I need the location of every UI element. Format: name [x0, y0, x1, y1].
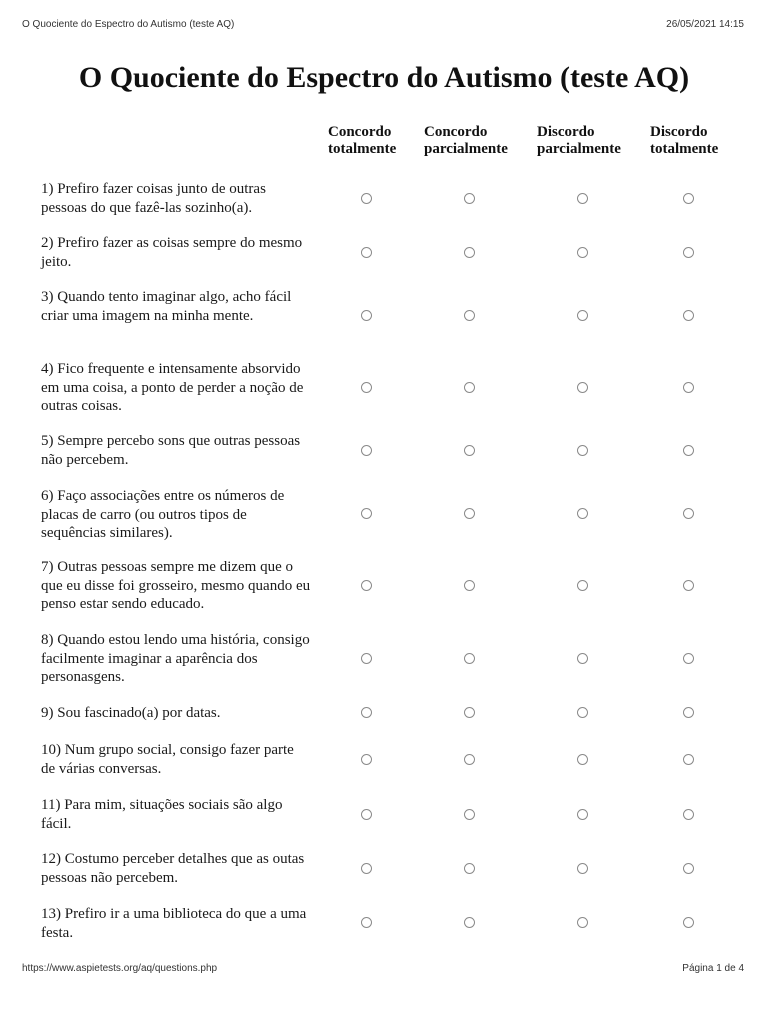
radio-concordo-parcialmente[interactable]	[464, 917, 475, 928]
print-footer-page: Página 1 de 4	[682, 962, 744, 974]
print-header-datetime: 26/05/2021 14:15	[666, 18, 744, 30]
question-text: 11) Para mim, situações sociais são algo fácil.	[41, 797, 283, 832]
radio-discordo-totalmente[interactable]	[683, 754, 694, 765]
radio-discordo-totalmente[interactable]	[683, 445, 694, 456]
question-text: 5) Sempre percebo sons que outras pessoas não percebem.	[41, 433, 301, 468]
question-text: 2) Prefiro fazer as coisas sempre do mesmo jeito.	[41, 235, 303, 270]
radio-concordo-parcialmente[interactable]	[464, 508, 475, 519]
radio-concordo-parcialmente[interactable]	[464, 653, 475, 664]
radio-discordo-parcialmente[interactable]	[577, 382, 588, 393]
radio-discordo-totalmente[interactable]	[683, 707, 694, 718]
radio-concordo-totalmente[interactable]	[361, 247, 372, 258]
radio-discordo-parcialmente[interactable]	[577, 310, 588, 321]
radio-concordo-totalmente[interactable]	[361, 310, 372, 321]
radio-discordo-totalmente[interactable]	[683, 653, 694, 664]
radio-concordo-parcialmente[interactable]	[464, 310, 475, 321]
option-header-discordo-totalmente: Discordo totalmente	[650, 124, 719, 157]
radio-discordo-totalmente[interactable]	[683, 193, 694, 204]
option-header-discordo-parcialmente: Discordo parcialmente	[537, 124, 621, 157]
radio-discordo-totalmente[interactable]	[683, 580, 694, 591]
radio-discordo-parcialmente[interactable]	[577, 809, 588, 820]
question-text: 7) Outras pessoas sempre me dizem que o que eu disse foi grosseiro, mesmo quando eu penso estar sendo educado.	[41, 559, 311, 612]
radio-concordo-totalmente[interactable]	[361, 445, 372, 456]
print-footer	[22, 960, 744, 976]
radio-discordo-parcialmente[interactable]	[577, 193, 588, 204]
radio-concordo-totalmente[interactable]	[361, 917, 372, 928]
radio-concordo-totalmente[interactable]	[361, 653, 372, 664]
radio-discordo-totalmente[interactable]	[683, 917, 694, 928]
radio-concordo-parcialmente[interactable]	[464, 247, 475, 258]
radio-discordo-parcialmente[interactable]	[577, 707, 588, 718]
radio-discordo-totalmente[interactable]	[683, 508, 694, 519]
radio-concordo-parcialmente[interactable]	[464, 445, 475, 456]
option-header-concordo-totalmente: Concordo totalmente	[328, 124, 397, 157]
print-header	[22, 16, 744, 32]
radio-concordo-totalmente[interactable]	[361, 508, 372, 519]
radio-concordo-parcialmente[interactable]	[464, 382, 475, 393]
radio-discordo-parcialmente[interactable]	[577, 754, 588, 765]
question-text: 13) Prefiro ir a uma biblioteca do que a uma festa.	[41, 906, 307, 941]
radio-concordo-parcialmente[interactable]	[464, 863, 475, 874]
radio-discordo-totalmente[interactable]	[683, 382, 694, 393]
radio-discordo-parcialmente[interactable]	[577, 653, 588, 664]
radio-discordo-parcialmente[interactable]	[577, 917, 588, 928]
question-text: 9) Sou fascinado(a) por datas.	[41, 705, 221, 721]
radio-concordo-totalmente[interactable]	[361, 809, 372, 820]
radio-concordo-parcialmente[interactable]	[464, 580, 475, 591]
radio-concordo-parcialmente[interactable]	[464, 754, 475, 765]
question-text: 6) Faço associações entre os números de placas de carro (ou outros tipos de sequências similares).	[41, 488, 285, 541]
radio-discordo-totalmente[interactable]	[683, 310, 694, 321]
radio-discordo-totalmente[interactable]	[683, 809, 694, 820]
radio-discordo-parcialmente[interactable]	[577, 445, 588, 456]
radio-discordo-parcialmente[interactable]	[577, 580, 588, 591]
radio-concordo-totalmente[interactable]	[361, 754, 372, 765]
print-footer-url: https://www.aspietests.org/aq/questions.php	[22, 962, 218, 974]
radio-discordo-totalmente[interactable]	[683, 863, 694, 874]
radio-discordo-totalmente[interactable]	[683, 247, 694, 258]
print-header-title: O Quociente do Espectro do Autismo (teste AQ)	[22, 18, 235, 30]
option-header-concordo-parcialmente: Concordo parcialmente	[424, 124, 508, 157]
radio-concordo-totalmente[interactable]	[361, 580, 372, 591]
radio-concordo-parcialmente[interactable]	[464, 809, 475, 820]
question-text: 10) Num grupo social, consigo fazer parte de várias conversas.	[41, 742, 294, 777]
options-header	[0, 124, 768, 164]
question-text: 1) Prefiro fazer coisas junto de outras pessoas do que fazê-las sozinho(a).	[41, 181, 266, 216]
radio-discordo-parcialmente[interactable]	[577, 863, 588, 874]
page-title: O Quociente do Espectro do Autismo (teste AQ)	[78, 61, 690, 94]
radio-concordo-totalmente[interactable]	[361, 382, 372, 393]
question-text: 3) Quando tento imaginar algo, acho fácil criar uma imagem na minha mente.	[41, 289, 292, 324]
question-text: 4) Fico frequente e intensamente absorvido em uma coisa, a ponto de perder a noção de outras coisas.	[41, 361, 304, 414]
radio-concordo-parcialmente[interactable]	[464, 193, 475, 204]
radio-discordo-parcialmente[interactable]	[577, 247, 588, 258]
radio-concordo-totalmente[interactable]	[361, 193, 372, 204]
radio-concordo-totalmente[interactable]	[361, 863, 372, 874]
radio-concordo-parcialmente[interactable]	[464, 707, 475, 718]
radio-discordo-parcialmente[interactable]	[577, 508, 588, 519]
question-text: 8) Quando estou lendo uma história, consigo facilmente imaginar a aparência dos personasgens.	[41, 632, 310, 685]
question-text: 12) Costumo perceber detalhes que as outas pessoas não percebem.	[41, 851, 305, 886]
radio-concordo-totalmente[interactable]	[361, 707, 372, 718]
